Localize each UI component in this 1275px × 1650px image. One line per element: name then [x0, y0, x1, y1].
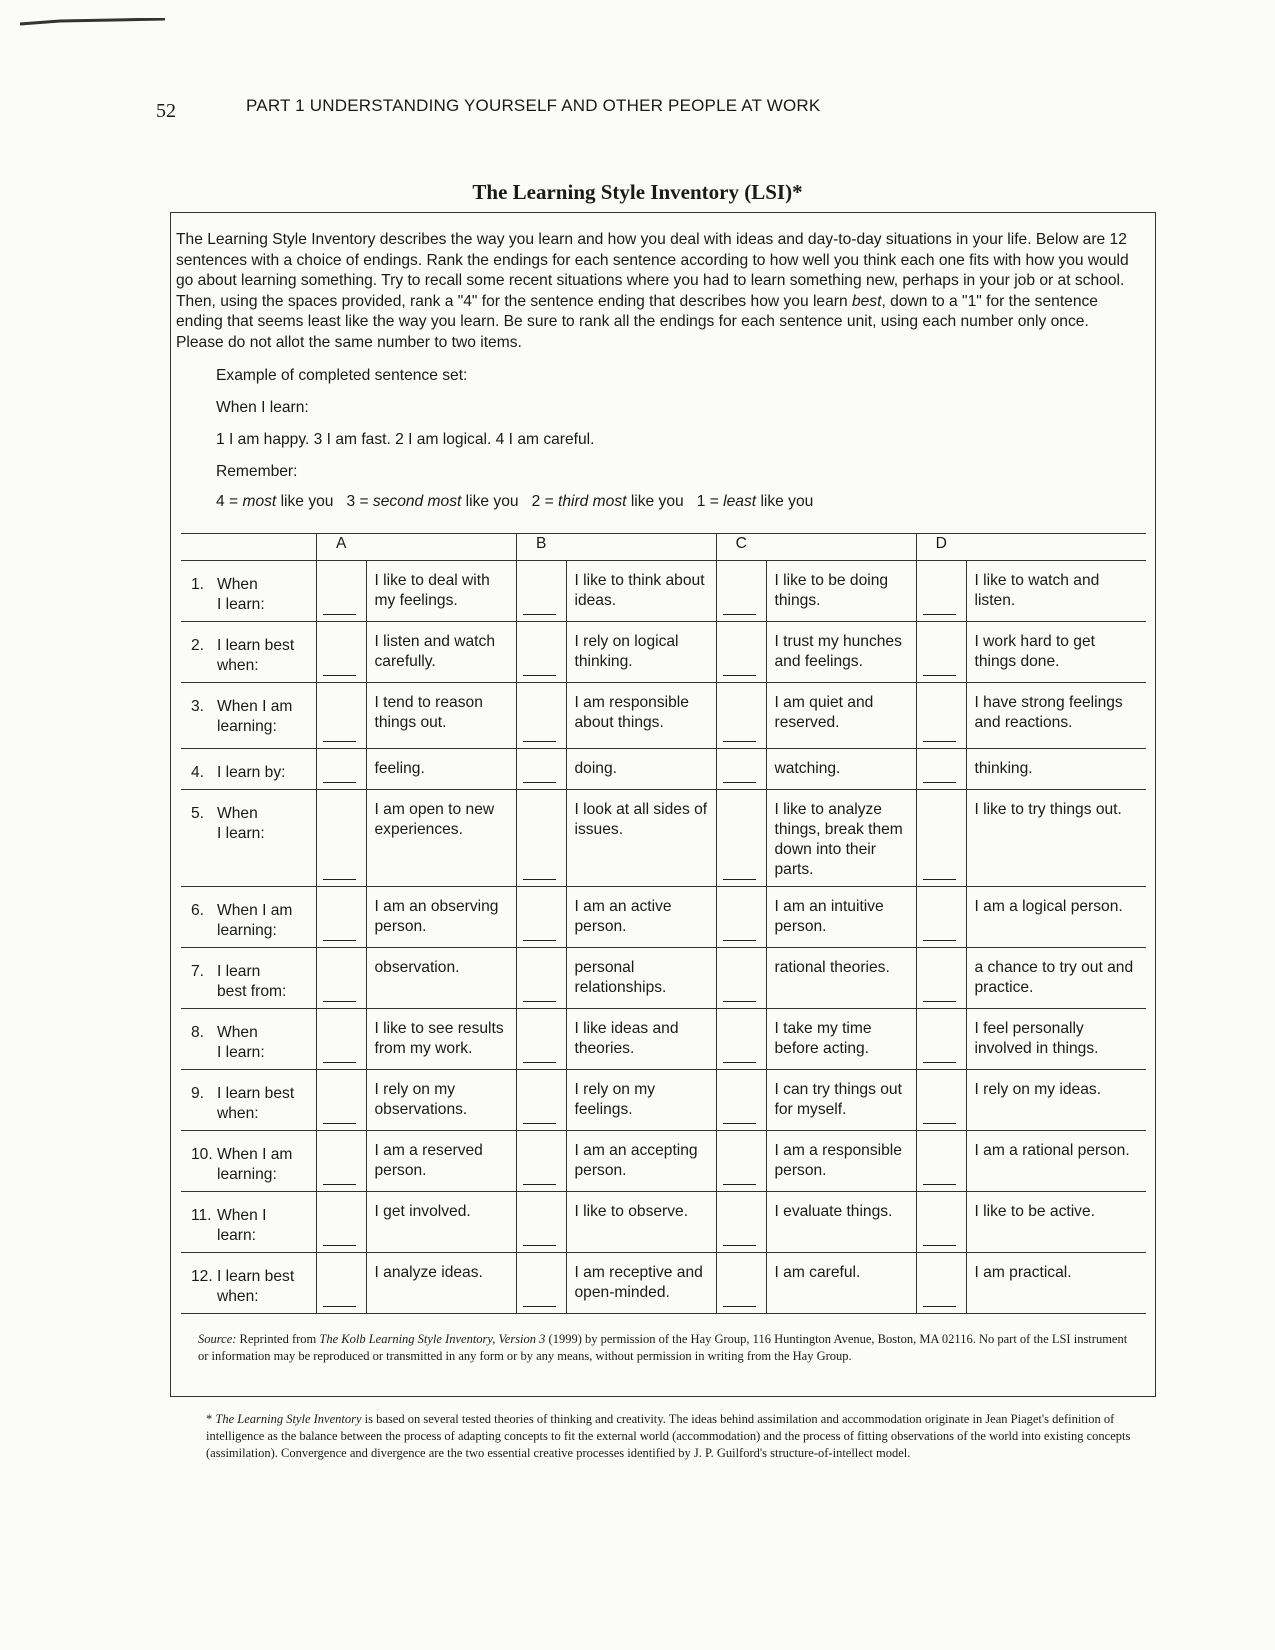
- rank-line: [523, 940, 556, 941]
- inventory-row: [181, 790, 1146, 887]
- column-header-d: D: [916, 534, 966, 561]
- inventory-row: [181, 1009, 1146, 1070]
- inventory-row: [181, 1070, 1146, 1131]
- running-head: PART 1 UNDERSTANDING YOURSELF AND OTHER PEOPLE AT WORK: [246, 96, 821, 115]
- ending-a: I tend to reason things out.: [366, 683, 516, 749]
- inventory-items: [181, 561, 1146, 1314]
- rank-line: [523, 879, 556, 880]
- sentence-stem: [181, 887, 316, 948]
- item-number: 2.: [191, 637, 205, 654]
- ending-b: personal relationships.: [566, 948, 716, 1009]
- ending-c: watching.: [766, 749, 916, 790]
- rank-line: [323, 879, 356, 880]
- rank-line: [923, 741, 956, 742]
- item-number: 5.: [191, 805, 205, 822]
- sentence-stem: [181, 749, 316, 790]
- stem-line: learn:: [217, 1227, 257, 1244]
- stem-line: I learn best: [217, 1268, 295, 1285]
- item-number: 1.: [191, 576, 205, 593]
- scale-item: 2 = third most like you: [531, 493, 684, 510]
- stem-line: When I: [217, 1207, 267, 1224]
- ending-a: I am an observing person.: [366, 887, 516, 948]
- rank-line: [523, 675, 556, 676]
- rank-blank-a[interactable]: [316, 561, 366, 622]
- column-header-a: A: [316, 534, 366, 561]
- rank-blank-c[interactable]: [716, 948, 766, 1009]
- rank-blank-c[interactable]: [716, 1253, 766, 1314]
- item-number: 11.: [191, 1207, 212, 1224]
- rank-blank-d[interactable]: [916, 1009, 966, 1070]
- remember-label: Remember:: [216, 463, 298, 480]
- rank-blank-d[interactable]: [916, 790, 966, 887]
- item-number: 6.: [191, 902, 205, 919]
- inventory-table: [181, 533, 1146, 1314]
- rank-blank-c[interactable]: [716, 1131, 766, 1192]
- stem-line: I learn:: [217, 1044, 265, 1061]
- ending-c: I like to be doing things.: [766, 561, 916, 622]
- stem-line: I learn best: [217, 637, 295, 654]
- rank-line: [523, 1245, 556, 1246]
- stem-line: best from:: [217, 983, 287, 1000]
- rank-blank-c[interactable]: [716, 1192, 766, 1253]
- stem-line: learning:: [217, 1166, 277, 1183]
- inventory-row: [181, 622, 1146, 683]
- ending-a: I am open to new experiences.: [366, 790, 516, 887]
- rank-blank-a[interactable]: [316, 887, 366, 948]
- ending-c: I am a responsible person.: [766, 1131, 916, 1192]
- item-number: 7.: [191, 963, 205, 980]
- inventory-row: [181, 1131, 1146, 1192]
- rank-line: [523, 614, 556, 615]
- item-number: 9.: [191, 1085, 205, 1102]
- sentence-stem: [181, 1192, 316, 1253]
- stem-line: learning:: [217, 922, 277, 939]
- inventory-row: [181, 948, 1146, 1009]
- rank-blank-c[interactable]: [716, 790, 766, 887]
- ending-b: I like ideas and theories.: [566, 1009, 716, 1070]
- rank-line: [723, 1306, 756, 1307]
- ending-d: I work hard to get things done.: [966, 622, 1146, 683]
- ending-a: I analyze ideas.: [366, 1253, 516, 1314]
- rank-line: [723, 675, 756, 676]
- rank-blank-b[interactable]: [516, 1009, 566, 1070]
- footnote: * The Learning Style Inventory is based on several tested theories of thinking and creativity. The ideas behind assimilation and accommodation originate in Jean Piaget's definition of intelligence as the balance between the process of adapting concepts to fit the external world (accommodation) and the process of fitting observations of the world into existing concepts (assimilation). Convergence and divergence are the two essential creative processes identified by J. P. Guilford's structure-of-intellect model.: [206, 1412, 1131, 1460]
- ending-b: I rely on logical thinking.: [566, 622, 716, 683]
- stem-line: when:: [217, 1105, 259, 1122]
- ending-c: I am careful.: [766, 1253, 916, 1314]
- stem-line: learning:: [217, 718, 277, 735]
- ending-d: I like to try things out.: [966, 790, 1146, 887]
- sentence-stem: [181, 683, 316, 749]
- rank-blank-b[interactable]: [516, 1131, 566, 1192]
- ending-b: I am receptive and open-minded.: [566, 1253, 716, 1314]
- rank-line: [923, 1184, 956, 1185]
- rank-blank-b[interactable]: [516, 683, 566, 749]
- rank-line: [323, 1306, 356, 1307]
- rank-blank-b[interactable]: [516, 749, 566, 790]
- rank-line: [723, 741, 756, 742]
- page-number: 52: [156, 100, 176, 122]
- ending-b: I rely on my feelings.: [566, 1070, 716, 1131]
- stem-line: I learn:: [217, 596, 265, 613]
- rank-blank-a[interactable]: [316, 622, 366, 683]
- ending-c: I evaluate things.: [766, 1192, 916, 1253]
- rank-line: [323, 1123, 356, 1124]
- rank-blank-a[interactable]: [316, 1131, 366, 1192]
- rank-line: [923, 1306, 956, 1307]
- rank-line: [923, 940, 956, 941]
- stem-line: I learn by:: [217, 764, 286, 781]
- rank-blank-a[interactable]: [316, 790, 366, 887]
- ending-a: I am a reserved person.: [366, 1131, 516, 1192]
- rank-blank-a[interactable]: [316, 1070, 366, 1131]
- ending-d: I feel personally involved in things.: [966, 1009, 1146, 1070]
- instructions-paragraph: [176, 230, 1136, 353]
- rank-line: [323, 1062, 356, 1063]
- rank-blank-d[interactable]: [916, 887, 966, 948]
- item-number: 3.: [191, 698, 205, 715]
- rank-blank-a[interactable]: [316, 683, 366, 749]
- ending-c: I am quiet and reserved.: [766, 683, 916, 749]
- sentence-stem: [181, 1009, 316, 1070]
- rank-line: [323, 741, 356, 742]
- ending-b: I am an accepting person.: [566, 1131, 716, 1192]
- rank-line: [723, 614, 756, 615]
- ending-c: I can try things out for myself.: [766, 1070, 916, 1131]
- rank-blank-c[interactable]: [716, 561, 766, 622]
- ending-d: I like to watch and listen.: [966, 561, 1146, 622]
- rank-blank-d[interactable]: [916, 683, 966, 749]
- item-number: 4.: [191, 764, 205, 781]
- rank-blank-d[interactable]: [916, 1253, 966, 1314]
- instructions-text-2: , down to a "1" for the sentence ending that seems least like the way you learn. Be sure to rank all the endings for each sentence unit, using each number only once. Please do not allot the same number to two items.: [176, 292, 1098, 351]
- inventory-row: [181, 1192, 1146, 1253]
- rank-line: [523, 1306, 556, 1307]
- rank-blank-a[interactable]: [316, 1192, 366, 1253]
- inventory-row: [181, 561, 1146, 622]
- rank-line: [723, 1123, 756, 1124]
- inventory-row: [181, 1253, 1146, 1314]
- rank-blank-b[interactable]: [516, 790, 566, 887]
- rank-line: [523, 782, 556, 783]
- rank-blank-a[interactable]: [316, 749, 366, 790]
- rank-blank-d[interactable]: [916, 561, 966, 622]
- ending-b: I like to think about ideas.: [566, 561, 716, 622]
- scale-item: 4 = most like you: [216, 493, 334, 510]
- stem-line: When I am: [217, 902, 293, 919]
- ending-a: I listen and watch carefully.: [366, 622, 516, 683]
- rank-blank-d[interactable]: [916, 1131, 966, 1192]
- rank-blank-d[interactable]: [916, 1070, 966, 1131]
- rank-blank-a[interactable]: [316, 1253, 366, 1314]
- stem-line: When: [217, 576, 258, 593]
- ending-c: I trust my hunches and feelings.: [766, 622, 916, 683]
- source-note: Source: Reprinted from The Kolb Learning Style Inventory, Version 3 (1999) by permission of the Hay Group, 116 Huntington Avenue, Boston, MA 02116. No part of the LSI instrument or information may be reproduced or transmitted in any form or by any means, without permission in writing from the Hay Group.: [198, 1332, 1128, 1363]
- rank-blank-b[interactable]: [516, 1070, 566, 1131]
- rank-blank-b[interactable]: [516, 887, 566, 948]
- item-number: 10.: [191, 1146, 213, 1163]
- ending-d: a chance to try out and practice.: [966, 948, 1146, 1009]
- rank-line: [923, 614, 956, 615]
- rank-line: [523, 1062, 556, 1063]
- item-number: 8.: [191, 1024, 205, 1041]
- ending-c: I like to analyze things, break them down into their parts.: [766, 790, 916, 887]
- rank-blank-d[interactable]: [916, 948, 966, 1009]
- rank-blank-c[interactable]: [716, 683, 766, 749]
- sentence-stem: [181, 790, 316, 887]
- rank-blank-c[interactable]: [716, 1070, 766, 1131]
- rank-blank-c[interactable]: [716, 749, 766, 790]
- ending-a: observation.: [366, 948, 516, 1009]
- column-header-b: B: [516, 534, 566, 561]
- example-heading: Example of completed sentence set:: [216, 367, 468, 384]
- rank-line: [723, 1245, 756, 1246]
- instructions-emphasis: best: [851, 292, 882, 310]
- rank-blank-d[interactable]: [916, 749, 966, 790]
- rank-line: [923, 1123, 956, 1124]
- ending-d: I like to be active.: [966, 1192, 1146, 1253]
- ending-c: I take my time before acting.: [766, 1009, 916, 1070]
- sentence-stem: [181, 1070, 316, 1131]
- rank-blank-a[interactable]: [316, 948, 366, 1009]
- instructions-text-1: The Learning Style Inventory describes the way you learn and how you deal with ideas and day-to-day situations in your life. Below are 12 sentences with a choice of endings. Rank the endings for each sentence according to how well you think each one fits with how you would go about learning something. Try to recall some recent situations where you had to learn something new, perhaps in your job or at school. Then, using the spaces provided, rank a "4" for the sentence ending that describes how you learn: [176, 231, 1129, 310]
- stem-line: When I am: [217, 698, 293, 715]
- stem-line: When: [217, 1024, 258, 1041]
- rank-blank-b[interactable]: [516, 948, 566, 1009]
- rank-line: [923, 1245, 956, 1246]
- sentence-stem: [181, 622, 316, 683]
- ending-a: feeling.: [366, 749, 516, 790]
- ending-d: thinking.: [966, 749, 1146, 790]
- rank-blank-a[interactable]: [316, 1009, 366, 1070]
- ending-a: I like to see results from my work.: [366, 1009, 516, 1070]
- ending-d: I am a logical person.: [966, 887, 1146, 948]
- ending-d: I have strong feelings and reactions.: [966, 683, 1146, 749]
- stem-line: I learn best: [217, 1085, 295, 1102]
- column-header-c: C: [716, 534, 766, 561]
- rank-line: [923, 879, 956, 880]
- scale-item: 1 = least like you: [696, 493, 814, 510]
- rank-line: [523, 1123, 556, 1124]
- inventory-row: [181, 749, 1146, 790]
- example-stem: When I learn:: [216, 399, 309, 416]
- ending-b: I am an active person.: [566, 887, 716, 948]
- stem-line: When I am: [217, 1146, 293, 1163]
- ending-a: I get involved.: [366, 1192, 516, 1253]
- ending-d: I rely on my ideas.: [966, 1070, 1146, 1131]
- rank-line: [723, 1062, 756, 1063]
- stem-line: when:: [217, 657, 259, 674]
- example-answers: 1 I am happy. 3 I am fast. 2 I am logical. 4 I am careful.: [216, 431, 595, 448]
- rank-line: [523, 1184, 556, 1185]
- sentence-stem: [181, 1253, 316, 1314]
- rank-line: [323, 675, 356, 676]
- rank-blank-b[interactable]: [516, 1192, 566, 1253]
- rank-line: [323, 940, 356, 941]
- ending-d: I am a rational person.: [966, 1131, 1146, 1192]
- rank-line: [923, 675, 956, 676]
- rank-line: [723, 940, 756, 941]
- item-number: 12.: [191, 1268, 213, 1285]
- ending-b: doing.: [566, 749, 716, 790]
- sentence-stem: [181, 561, 316, 622]
- rank-line: [523, 741, 556, 742]
- rank-line: [323, 1001, 356, 1002]
- rank-line: [923, 782, 956, 783]
- scale-item: 3 = second most like you: [346, 493, 519, 510]
- rank-blank-c[interactable]: [716, 887, 766, 948]
- ending-b: I am responsible about things.: [566, 683, 716, 749]
- rank-line: [323, 1245, 356, 1246]
- stem-line: I learn: [217, 963, 261, 980]
- rank-line: [723, 879, 756, 880]
- inventory-row: [181, 683, 1146, 749]
- sentence-stem: [181, 1131, 316, 1192]
- rank-line: [723, 1184, 756, 1185]
- rank-blank-d[interactable]: [916, 1192, 966, 1253]
- rank-line: [723, 1001, 756, 1002]
- rank-line: [723, 782, 756, 783]
- stem-line: When: [217, 805, 258, 822]
- rank-line: [923, 1062, 956, 1063]
- ending-b: I look at all sides of issues.: [566, 790, 716, 887]
- ending-b: I like to observe.: [566, 1192, 716, 1253]
- rank-line: [323, 782, 356, 783]
- ending-c: I am an intuitive person.: [766, 887, 916, 948]
- sentence-stem: [181, 948, 316, 1009]
- ending-c: rational theories.: [766, 948, 916, 1009]
- inventory-row: [181, 887, 1146, 948]
- rank-line: [923, 1001, 956, 1002]
- rank-blank-d[interactable]: [916, 622, 966, 683]
- rank-blank-b[interactable]: [516, 561, 566, 622]
- rank-line: [323, 614, 356, 615]
- stem-line: I learn:: [217, 825, 265, 842]
- rank-blank-b[interactable]: [516, 622, 566, 683]
- rank-line: [523, 1001, 556, 1002]
- page-title: The Learning Style Inventory (LSI)*: [472, 180, 803, 204]
- ending-d: I am practical.: [966, 1253, 1146, 1314]
- ending-a: I rely on my observations.: [366, 1070, 516, 1131]
- rank-blank-b[interactable]: [516, 1253, 566, 1314]
- scan-corner-mark: [20, 18, 165, 28]
- column-header-row: [181, 534, 1146, 561]
- ending-a: I like to deal with my feelings.: [366, 561, 516, 622]
- rank-blank-c[interactable]: [716, 622, 766, 683]
- stem-line: when:: [217, 1288, 259, 1305]
- rank-blank-c[interactable]: [716, 1009, 766, 1070]
- rank-scale: [216, 493, 813, 511]
- rank-line: [323, 1184, 356, 1185]
